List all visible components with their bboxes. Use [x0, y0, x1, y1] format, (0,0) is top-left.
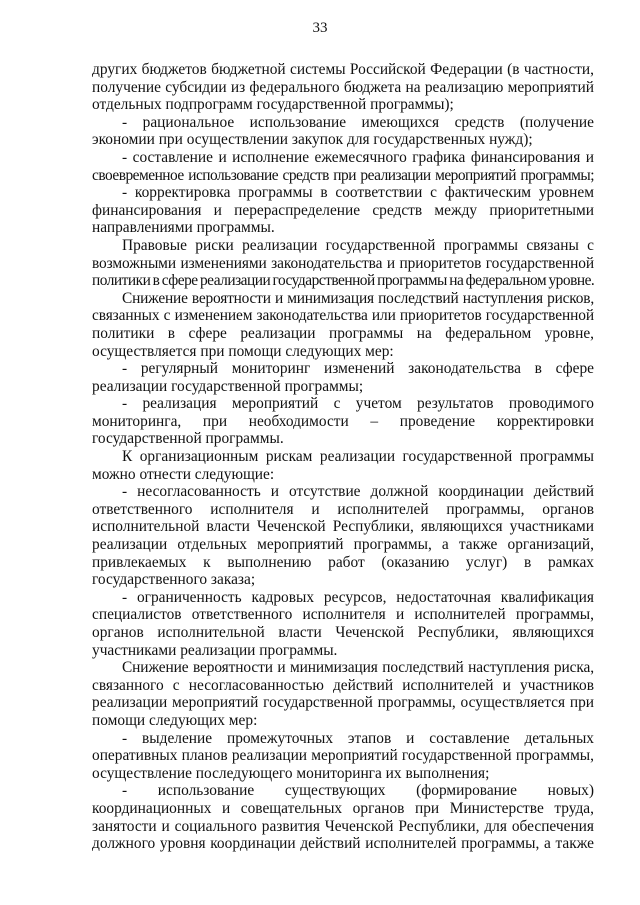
text-line: К организационным рискам реализации государственной программы — [122, 448, 594, 466]
text-line: реализации отдельных мероприятий программы, а также организаций, — [92, 536, 594, 554]
text-line: - регулярный мониторинг изменений законодательства в сфере — [122, 360, 594, 378]
text-line: - рациональное использование имеющихся средств (получение — [122, 113, 594, 131]
text-line: государственной программы. — [92, 430, 284, 448]
text-line: исполнительной власти Чеченской Республики, являющихся участниками — [92, 518, 594, 536]
text-line: Правовые риски реализации государственной программы связаны с — [122, 236, 594, 254]
text-line: возможными изменениями законодательства и приоритетов государственной — [92, 254, 594, 272]
text-line: реализации мероприятий государственной программы, осуществляется при — [92, 694, 594, 712]
text-line: связанных с изменением законодательства или приоритетов государственной — [92, 307, 594, 325]
text-line: финансирования и перераспределение средств между приоритетными — [92, 201, 594, 219]
text-line: можно отнести следующие: — [92, 465, 275, 483]
text-line: оперативных планов реализации мероприятий государственной программы, — [92, 747, 594, 765]
text-line: государственного заказа; — [92, 571, 256, 589]
text-line: мониторинга, при необходимости – проведение корректировки — [92, 412, 594, 430]
text-line: других бюджетов бюджетной системы Российской Федерации (в частности, — [92, 61, 594, 78]
text-line: осуществляется при помощи следующих мер: — [92, 342, 394, 360]
text-line: ответственного исполнителя и исполнителей программы, органов — [92, 500, 594, 518]
text-line: связанного с несогласованностью действий исполнителей и участников — [92, 676, 594, 694]
text-line: - корректировка программы в соответствии с фактическим уровнем — [122, 184, 594, 202]
text-line: органов исполнительной власти Чеченской Республики, являющихся — [92, 624, 594, 641]
text-line: занятости и социального развития Чеченской Республики, для обеспечения — [92, 817, 594, 835]
text-line: - ограниченность кадровых ресурсов, недостаточная квалификация — [122, 588, 594, 606]
text-line: участниками реализации программы. — [92, 641, 338, 659]
text-line: - выделение промежуточных этапов и составление детальных — [122, 729, 594, 747]
text-line: - составление и исполнение ежемесячного графика финансирования и — [122, 148, 594, 166]
text-line: - несогласованность и отсутствие должной координации действий — [122, 483, 594, 501]
text-line: отдельных подпрограмм государственной программы); — [92, 96, 454, 114]
text-line: экономии при осуществлении закупок для государственных нужд); — [92, 131, 533, 149]
text-line: реализации государственной программы; — [92, 377, 364, 395]
text-line: - использование существующих (формирование новых) — [122, 782, 594, 800]
text-line: помощи следующих мер: — [92, 711, 258, 729]
document-body — [92, 61, 594, 853]
page-number: 33 — [312, 20, 328, 36]
text-line: направлениями программы. — [92, 219, 275, 237]
text-line: политики в сфере реализации государственной программы на федеральном уровне. — [92, 272, 595, 290]
text-line: Снижение вероятности и минимизация последствий наступления риска, — [122, 659, 594, 677]
text-line: должного уровня координации действий исполнителей программы, а также — [92, 835, 594, 853]
text-line: - реализация мероприятий с учетом результатов проводимого — [122, 395, 594, 413]
text-line: политики в сфере реализации программы на федеральном уровне, — [92, 324, 594, 342]
text-line: своевременное использование средств при реализации мероприятий программы; — [92, 166, 594, 184]
text-line: осуществление последующего мониторинга их выполнения; — [92, 764, 490, 782]
text-line: привлекаемых к выполнению работ (оказанию услуг) в рамках — [92, 553, 594, 571]
text-line: специалистов ответственного исполнителя и исполнителей программы, — [92, 606, 594, 624]
text-line: Снижение вероятности и минимизация последствий наступления рисков, — [122, 289, 594, 307]
text-line: получение субсидии из федерального бюджета на реализацию мероприятий — [92, 78, 594, 96]
text-line: координационных и совещательных органов при Министерстве труда, — [92, 799, 594, 817]
